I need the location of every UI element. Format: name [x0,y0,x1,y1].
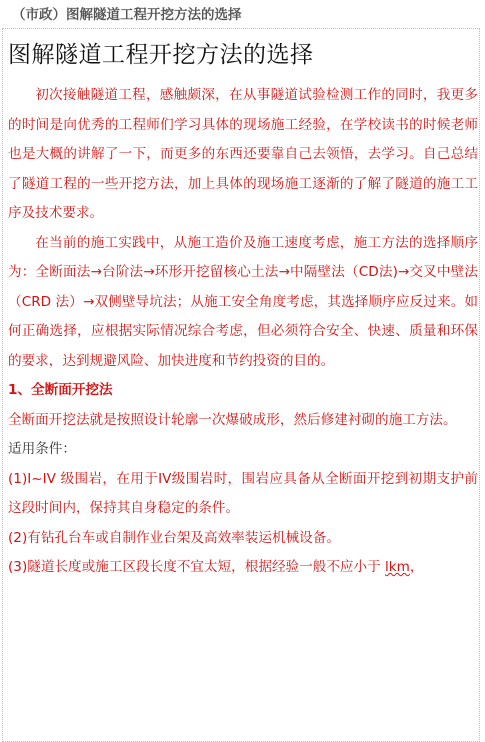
page-header-title: （市政）图解隧道工程开挖方法的选择 [12,7,242,23]
spellcheck-flagged-word: lkm [385,559,410,575]
condition-item [8,553,478,583]
conditions-label: 适用条件： [8,441,76,457]
method-order-paragraph: 在当前的施工实践中，从施工造价及施工速度考虑，施工方法的选择顺序为：全断面法→台阶法→环形开挖留核心土法→中隔壁法（CD法)→交叉中壁法（CRD 法）→双侧壁导坑法；从施工安全角度考虑，其选择顺序应反过来。如何正确选择，应根据实际情况综合考虑，但必须符合安全、快速、质量和环保的要求，达到规避风险、加快进度和节约投资的目的。 [8,234,478,369]
article-body [8,81,478,583]
condition-item-text: (3)隧道长度或施工区段长度不宜太短，根据经验一般不应小于 [8,559,386,575]
condition-item: (2)有钻孔台车或自制作业台架及高效率装运机械设备。 [8,529,340,546]
intro-paragraph: 初次接触隧道工程，感触颇深，在从事隧道试验检测工作的同时，我更多的时间是向优秀的工程师们学习具体的现场施工经验，在学校读书的时候老师也是大概的讲解了一下，而更多的东西还要靠自己去领悟，去学习。自己总结了隧道工程的一些开挖方法，加上具体的现场施工逐渐的了解了隧道的施工工序及技术要求。 [8,87,478,221]
section-description: 全断面开挖法就是按照设计轮廓一次爆破成形，然后修建衬砌的施工方法。 [8,411,457,428]
page-header [0,0,485,30]
condition-item-tail: ， [409,559,424,575]
section-heading: 1、全断面开挖法 [8,382,113,398]
article-title: 图解隧道工程开挖方法的选择 [8,42,314,68]
condition-item: (1)I~IV 级围岩，在用于IV级围岩时，围岩应具备从全断面开挖到初期支护前这段时间内，保持其自身稳定的条件。 [8,470,478,516]
